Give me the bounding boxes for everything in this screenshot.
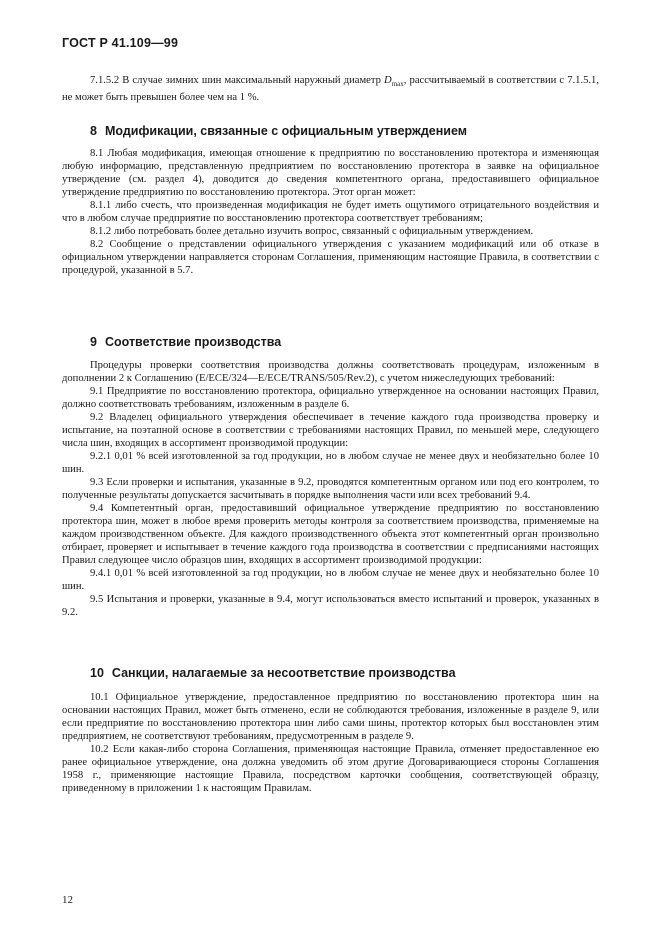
section-title: Соответствие производства <box>104 335 282 349</box>
section-8-heading <box>90 124 467 138</box>
paragraph-7-1-5-2: 7.1.5.2 В случае зимних шин максимальный наружный диаметр $D_{max}$, рассчитываемый в соответствии с 7.1.5.1, не может быть превышен более чем на 1 %. <box>62 75 599 104</box>
page-number: 12 <box>62 894 73 906</box>
paragraph-9-intro: Процедуры проверки соответствия производства должны соответствовать процедурам, изложенным в дополнении 2 к Соглашению (E/ECE/324—E/ECE/TRANS/505/Rev.2), с учетом нижеследующих требований: <box>62 360 599 384</box>
paragraph-9-3: 9.3 Если проверки и испытания, указанные в 9.2, проводятся компетентным органом или под его контролем, то полученные результаты допускается засчитывать в порядке выполнения части или всех требований 9.4. <box>62 477 599 501</box>
section-number: 10 <box>90 666 104 680</box>
paragraph-9-4-1: 9.4.1 0,01 % всей изготовленной за год продукции, но в любом случае не менее двух и необязательно более 10 шин. <box>62 568 599 592</box>
symbol-d: D <box>384 75 392 86</box>
section-number: 8 <box>90 124 97 138</box>
section-9-heading <box>90 335 281 349</box>
running-header: ГОСТ Р 41.109—99 <box>62 36 179 50</box>
paragraph-9-2: 9.2 Владелец официального утверждения обеспечивает в течение каждого года производства проверку и испытание, на поэтапной основе в соответствии с требованиями настоящих Правил, по меньшей мере, следующего числа шин, входящих в ассортимент производимой продукции: <box>62 412 599 449</box>
section-number: 9 <box>90 335 97 349</box>
paragraph-8-1-2: 8.1.2 либо потребовать более детально изучить вопрос, связанный с официальным утверждением. <box>90 226 534 237</box>
paragraph-8-1-1: 8.1.1 либо счесть, что произведенная модификация не будет иметь ощутимого отрицательного воздействия и что в любом случае предприятие по восстановлению протектора соответствует требованиям; <box>62 200 599 224</box>
paragraph-9-5: 9.5 Испытания и проверки, указанные в 9.4, могут использоваться вместо испытаний и проверок, указанных в 9.2. <box>62 594 599 618</box>
paragraph-9-1: 9.1 Предприятие по восстановлению протектора, официально утвержденное на основании настоящих Правил, должно соответствовать требованиям, изложенным в разделе 6. <box>62 386 599 410</box>
section-9-body <box>62 359 599 619</box>
section-title: Модификации, связанные с официальным утверждением <box>104 124 468 138</box>
intro-block <box>62 74 599 104</box>
symbol-subscript: max <box>391 80 404 89</box>
section-title: Санкции, налагаемые за несоответствие производства <box>111 666 456 680</box>
paragraph-10-2: 10.2 Если какая-либо сторона Соглашения, применяющая настоящие Правила, отменяет предоставленное ею ранее официальное утверждение, она должна уведомить об этом другие Договаривающиеся стороны Соглашения 1958 г., применяющие настоящие Правила, посредством карточки сообщения, соответствующей образцу, приведенному в приложении 1 к настоящим Правилам. <box>62 744 599 794</box>
section-10-heading <box>90 666 456 680</box>
section-8-body <box>62 147 599 277</box>
paragraph-10-1: 10.1 Официальное утверждение, предоставленное предприятию по восстановлению протектора шин на основании настоящих Правил, может быть отменено, если не соблюдаются требования, изложенные в разделе 9, или если предприятие по восстановлению протектора шин либо сами шины, протектор которых был восстановлен этим предприятием, не соответствуют требованиям, предусмотренным в разделе 9. <box>62 692 599 742</box>
section-10-body <box>62 691 599 795</box>
paragraph-8-2: 8.2 Сообщение о представлении официального утверждения с указанием модификаций или об отказе в официальном утверждении направляется сторонам Соглашения, применяющим настоящие Правила, в соответствии с процедурой, указанной в 5.7. <box>62 239 599 276</box>
paragraph-8-1: 8.1 Любая модификация, имеющая отношение к предприятию по восстановлению протектора и изменяющая любую информацию, представленную предприятием по восстановлению протектора в заявке на официальное утверждение (см. раздел 4), доводится до сведения компетентного органа, предоставившего официальное утверждение предприятию по восстановлению протектора. Этот орган может: <box>62 148 599 198</box>
paragraph-9-2-1: 9.2.1 0,01 % всей изготовленной за год продукции, но в любом случае не менее двух и необязательно более 10 шин. <box>62 451 599 475</box>
paragraph-9-4: 9.4 Компетентный орган, предоставивший официальное утверждение предприятию по восстановлению протектора шин, может в любое время проверить методы контроля за соответствием производства, применяемые на каждом производственном объекте. Для каждого производственного объекта этот компетентный орган произвольно отбирает, проверяет и испытывает в течение каждого года производства в соответствии с предписаниями настоящих Правил следующее число образцов шин, входящих в ассортимент производимой продукции: <box>62 503 599 566</box>
